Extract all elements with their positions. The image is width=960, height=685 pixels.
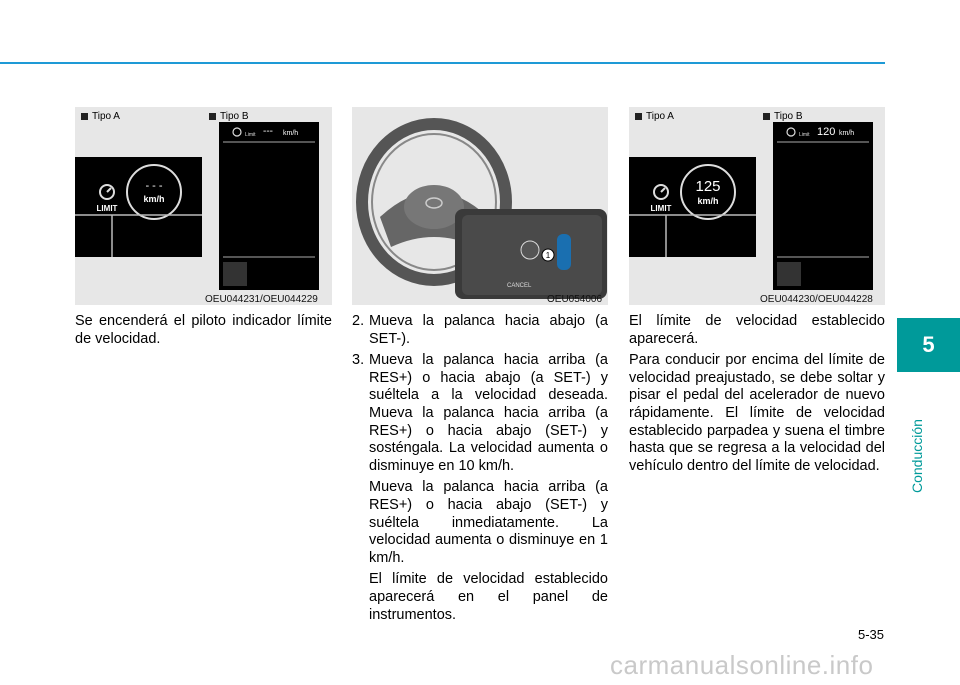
figure-limit-set (629, 107, 885, 305)
svg-text:km/h: km/h (839, 130, 855, 137)
figure-code: OEU044231/OEU044229 (205, 294, 318, 305)
section-label: Conducción (909, 419, 925, 493)
list-item: 3. Mueva la palanca hacia arriba (a RES+) o hacia abajo (a SET-) y suéltela a la velocidad deseada. Mueva la palanca hacia arriba (a RES+) o hacia abajo (SET-) y sosténgala. La velocidad aumenta o disminuye en 10 km/h. (352, 352, 608, 474)
svg-text:---: --- (263, 126, 273, 137)
svg-text:LIMIT: LIMIT (650, 204, 672, 213)
column-2 (352, 313, 608, 628)
steering-wheel-illustration (352, 107, 608, 305)
svg-text:km/h: km/h (697, 196, 719, 206)
figure-code: OEU054006 (547, 294, 603, 305)
svg-text:km/h: km/h (283, 130, 299, 137)
speed-limit-gauge (75, 157, 202, 257)
figure-code: OEU044230/OEU044228 (760, 294, 873, 305)
svg-text:LIMIT: LIMIT (96, 204, 118, 213)
svg-text:CANCEL: CANCEL (507, 283, 532, 289)
list-item: 2. Mueva la palanca hacia abajo (a SET-). (352, 313, 608, 347)
speed-limit-gauge (629, 157, 756, 257)
section-number-tab[interactable]: 5 (897, 318, 960, 372)
svg-text:125: 125 (695, 178, 721, 195)
watermark: carmanualsonline.info (610, 650, 874, 680)
svg-text:Limit: Limit (245, 132, 256, 138)
column-1 (75, 313, 332, 352)
cluster-display-type-b (773, 122, 873, 290)
page-number: 5-35 (858, 627, 885, 642)
tag-type-b: Tipo B (209, 111, 249, 122)
svg-text:1: 1 (545, 251, 551, 260)
paragraph: Mueva la palanca hacia arriba (a RES+) o hacia abajo (SET-) y suéltela inmediatamente. La velocidad aumenta o disminuye en 1 km/h. (369, 479, 608, 566)
tag-type-a: Tipo A (635, 111, 674, 122)
svg-text:- - -: - - - (145, 180, 163, 192)
figure-steering-wheel (352, 107, 608, 305)
speed-lever-highlight (557, 234, 571, 270)
paragraph: El límite de velocidad establecido aparecerá. (629, 313, 885, 347)
svg-text:km/h: km/h (143, 194, 165, 204)
speedometer-icon (787, 128, 795, 136)
cluster-display-type-a (75, 157, 202, 257)
paragraph: Se encenderá el piloto indicador límite de velocidad. (75, 313, 332, 347)
paragraph: Para conducir por encima del límite de velocidad preajustado, se debe soltar y pisar el pedal del acelerador de nuevo rápidamente. El límite de velocidad establecido parpadea y suena el timbre hasta que se regresa a la velocidad del vehículo dentro del límite de velocidad. (629, 352, 885, 474)
column-3 (629, 313, 885, 479)
tag-type-b: Tipo B (763, 111, 803, 122)
figure-limit-off (75, 107, 332, 305)
speedometer-icon (233, 128, 241, 136)
svg-text:120: 120 (817, 126, 836, 138)
tag-type-a: Tipo A (81, 111, 120, 122)
header-rule (0, 62, 885, 64)
paragraph: El límite de velocidad establecido aparecerá en el panel de instrumentos. (369, 571, 608, 623)
svg-text:Limit: Limit (799, 132, 810, 138)
cluster-display-type-b (219, 122, 319, 290)
cluster-display-type-a (629, 157, 756, 257)
